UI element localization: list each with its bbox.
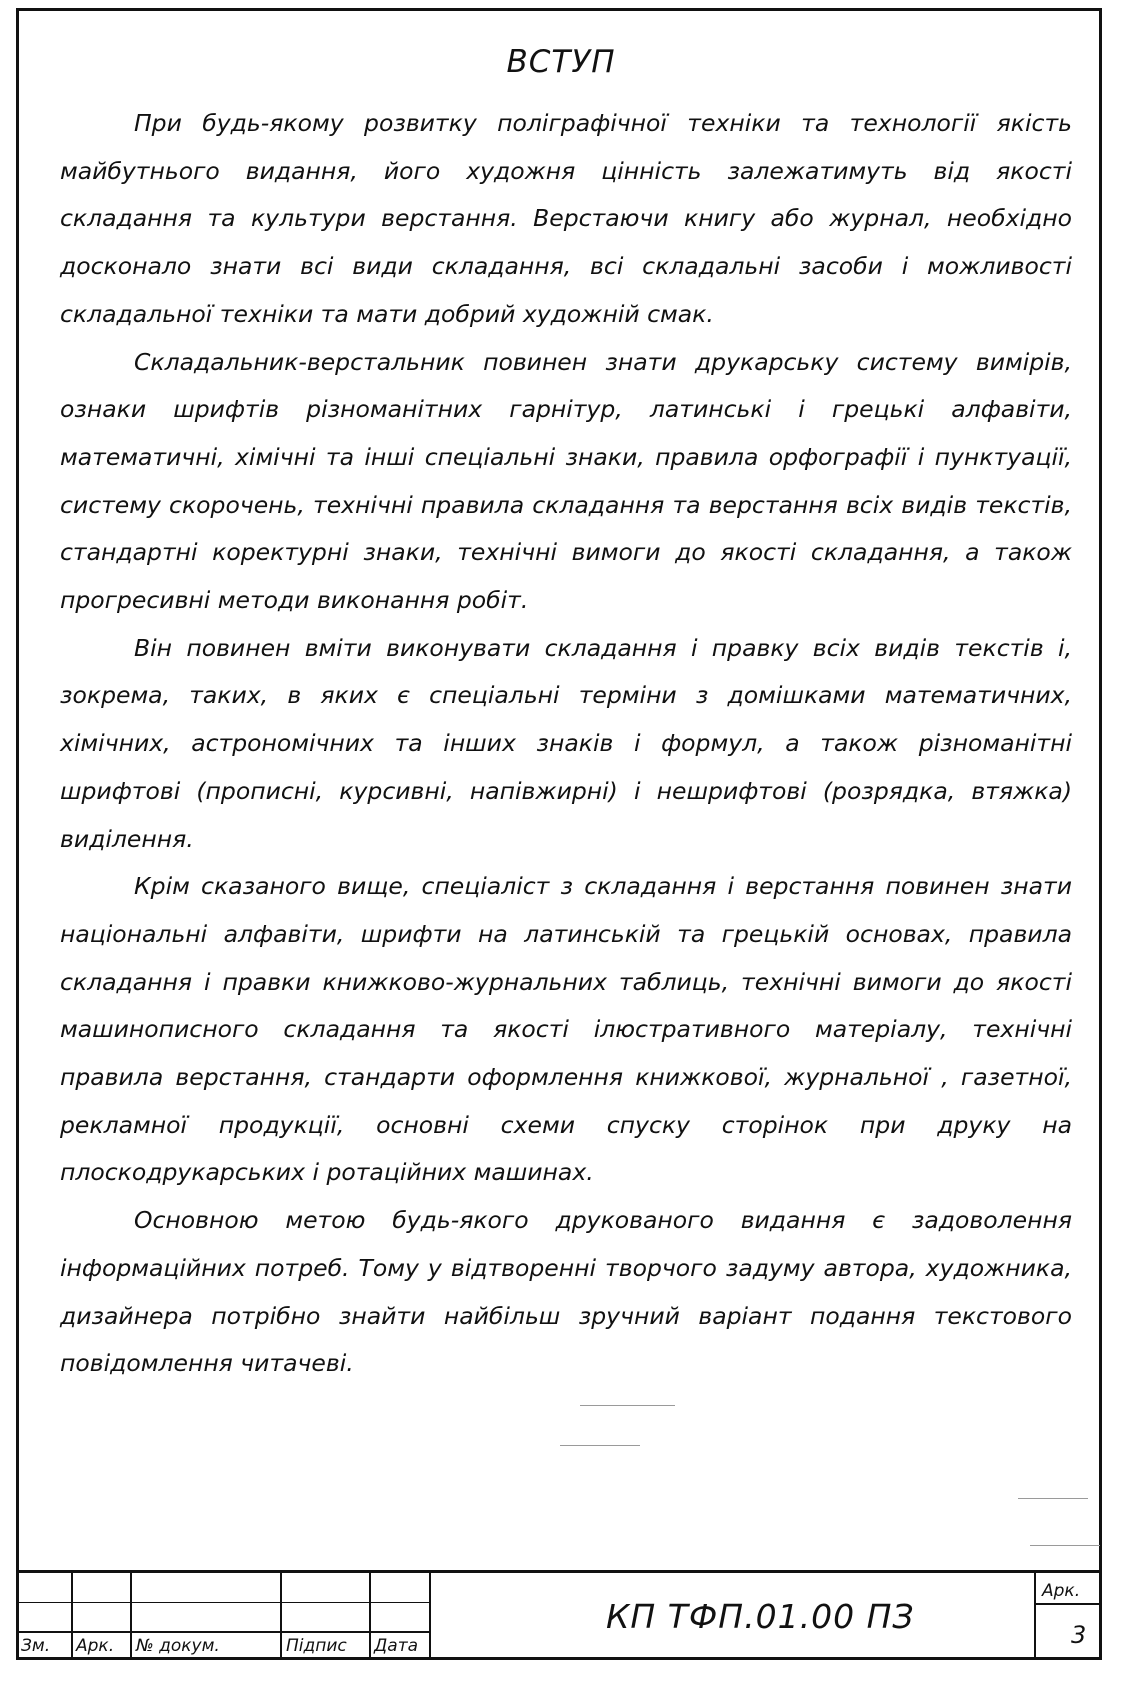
document-body [60, 100, 1072, 1388]
sheet-label: Арк. [1042, 1581, 1081, 1601]
paragraph: Складальник-верстальник повинен знати друкарську систему вимірів, ознаки шрифтів різноманітних гарнітур, латинські і грецькі алфавіти, математичні, хімічні та інші спеціальні знаки, правила орфографії і пунктуації, систему скорочень, технічні правила складання та верстання всіх видів текстів, стандартні коректурні знаки, технічні вимоги до якості складання, а також прогресивні методи виконання робіт. [60, 347, 1072, 615]
paragraph: Основною метою будь-якого друкованого видання є задоволення інформаційних потреб. Тому у відтворенні творчого задуму автора, художника, дизайнера потрібно знайти найбільш зручний варіант подання текстового повідомлення читачеві. [60, 1206, 1072, 1378]
scan-artifact [560, 1445, 640, 1446]
paragraph: Він повинен вміти виконувати складання і правку всіх видів текстів і, зокрема, таких, в яких є спеціальні терміни з домішками математичних, хімічних, астрономічних та інших знаків і формул, а також різноманітні шрифтові (прописні, курсивні, напівжирні) і нешрифтові (розрядка, втяжка) виділення. [60, 633, 1072, 853]
scan-artifact [1030, 1545, 1100, 1546]
page-heading: ВСТУП [506, 44, 616, 80]
scan-artifact [580, 1405, 675, 1406]
document-code: КП ТФП.01.00 ПЗ [606, 1597, 915, 1636]
title-block [16, 1570, 1102, 1660]
col-doc-number-label: № докум. [136, 1636, 220, 1656]
sheet-number: 3 [1071, 1621, 1087, 1649]
paragraph: При будь-якому розвитку поліграфічної техніки та технології якість майбутнього видання, його художня цінність залежатимуть від якості складання та культури верстання. Верстаючи книгу або журнал, необхідно досконало знати всі види складання, всі складальні засоби і можливості складальної техніки та мати добрий художній смак. [60, 109, 1072, 328]
col-signature-label: Підпис [286, 1636, 347, 1656]
col-change-label: Зм. [21, 1636, 51, 1656]
col-sheet-label: Арк. [76, 1636, 115, 1656]
col-date-label: Дата [374, 1636, 419, 1656]
paragraph: Крім сказаного вище, спеціаліст з складання і верстання повинен знати національні алфавіти, шрифти на латинській та грецькій основах, правила складання і правки книжково-журнальних таблиць, технічні вимоги до якості машинописного складання та якості ілюстративного матеріалу, технічні правила верстання, стандарти оформлення книжкової, журнальної , газетної, рекламної продукції, основні схеми спуску сторінок при друку на плоскодрукарських і ротаційних машинах. [60, 872, 1072, 1187]
scan-artifact [1018, 1498, 1088, 1499]
